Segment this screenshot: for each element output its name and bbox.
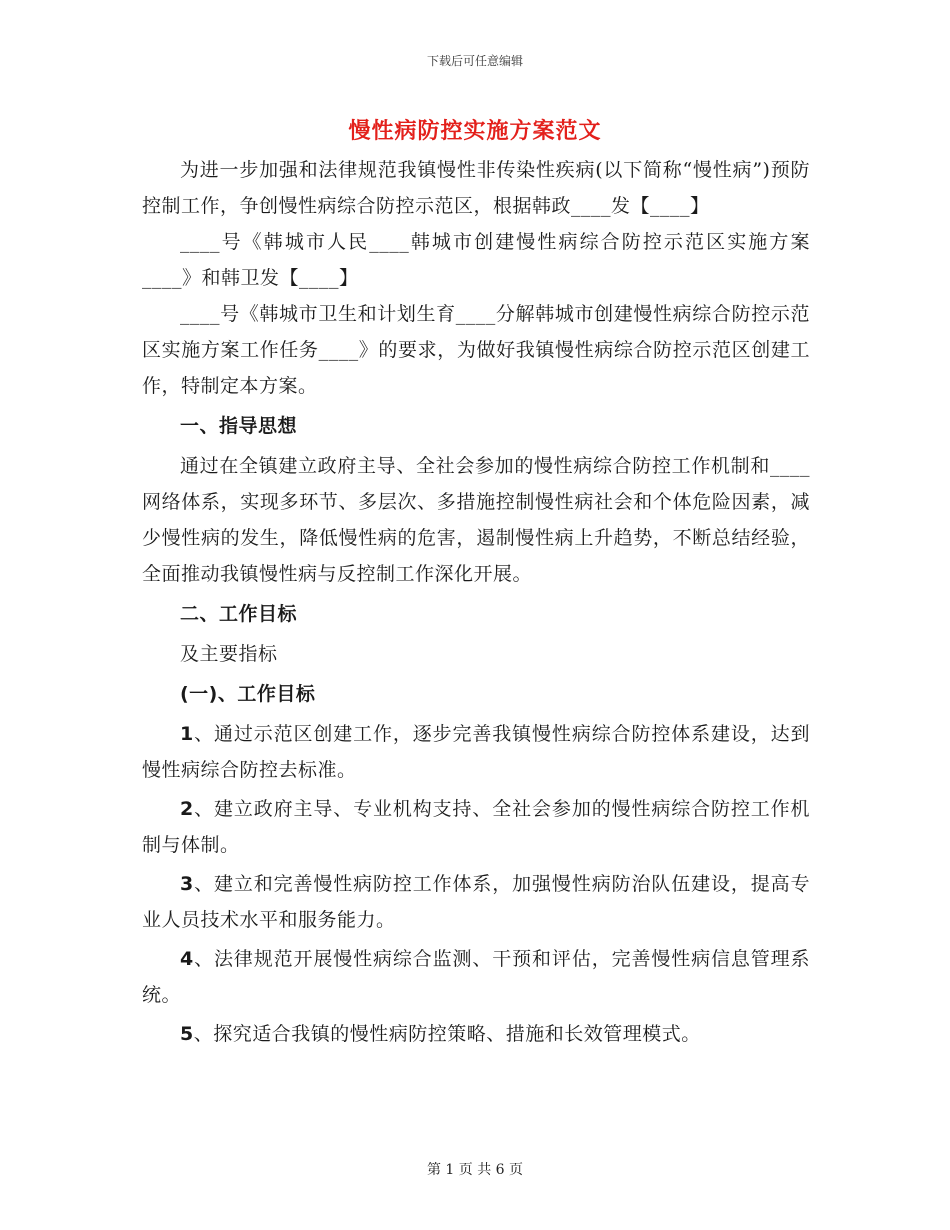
list-item-text: 、通过示范区创建工作，逐步完善我镇慢性病综合防控体系建设，达到慢性病综合防控去标准。: [142, 723, 810, 781]
document-title: 慢性病防控实施方案范文: [348, 119, 602, 144]
list-item: [142, 791, 810, 863]
list-item-number: 4: [180, 948, 194, 970]
list-item-number: 2: [180, 798, 194, 820]
section-heading-guiding-thought: 一、指导思想: [180, 415, 298, 437]
list-item-number: 1: [180, 723, 194, 745]
paragraph-reference-2: ____号《韩城市卫生和计划生育____分解韩城市创建慢性病综合防控示范区实施方案工作任务____》的要求，为做好我镇慢性病综合防控示范区创建工作，特制定本方案。: [142, 303, 810, 397]
section-heading-work-goals: 二、工作目标: [180, 603, 298, 625]
list-item-number: 5: [180, 1023, 194, 1045]
header-note: 下载后可任意编辑: [426, 54, 523, 68]
document-body: [142, 152, 810, 1055]
subsection-heading-work-goals: (一)、工作目标: [180, 683, 316, 705]
paragraph-main-indicators: 及主要指标: [180, 643, 278, 665]
list-item: [142, 866, 810, 938]
list-item-text: 、探究适合我镇的慢性病防控策略、措施和长效管理模式。: [193, 1023, 701, 1045]
list-item-text: 、法律规范开展慢性病综合监测、干预和评估，完善慢性病信息管理系统。: [142, 948, 810, 1006]
list-item: [142, 941, 810, 1013]
list-item-text: 、建立政府主导、专业机构支持、全社会参加的慢性病综合防控工作机制与体制。: [142, 798, 810, 856]
paragraph-guiding-thought: 通过在全镇建立政府主导、全社会参加的慢性病综合防控工作机制和____网络体系，实现多环节、多层次、多措施控制慢性病社会和个体危险因素，减少慢性病的发生，降低慢性病的危害，遏制慢性病上升趋势，不断总结经验，全面推动我镇慢性病与反控制工作深化开展。: [142, 455, 810, 585]
paragraph-intro: 为进一步加强和法律规范我镇慢性非传染性疾病(以下简称“慢性病”)预防控制工作，争创慢性病综合防控示范区，根据韩政____发【____】: [142, 159, 810, 217]
paragraph-reference-1: ____号《韩城市人民____韩城市创建慢性病综合防控示范区实施方案____》和韩卫发【____】: [142, 231, 810, 289]
list-item: [142, 1016, 810, 1052]
list-item-number: 3: [180, 873, 194, 895]
list-item-text: 、建立和完善慢性病防控工作体系，加强慢性病防治队伍建设，提高专业人员技术水平和服务能力。: [142, 873, 810, 931]
list-item: [142, 716, 810, 788]
page-footer: 第 1 页 共 6 页: [426, 1162, 524, 1178]
